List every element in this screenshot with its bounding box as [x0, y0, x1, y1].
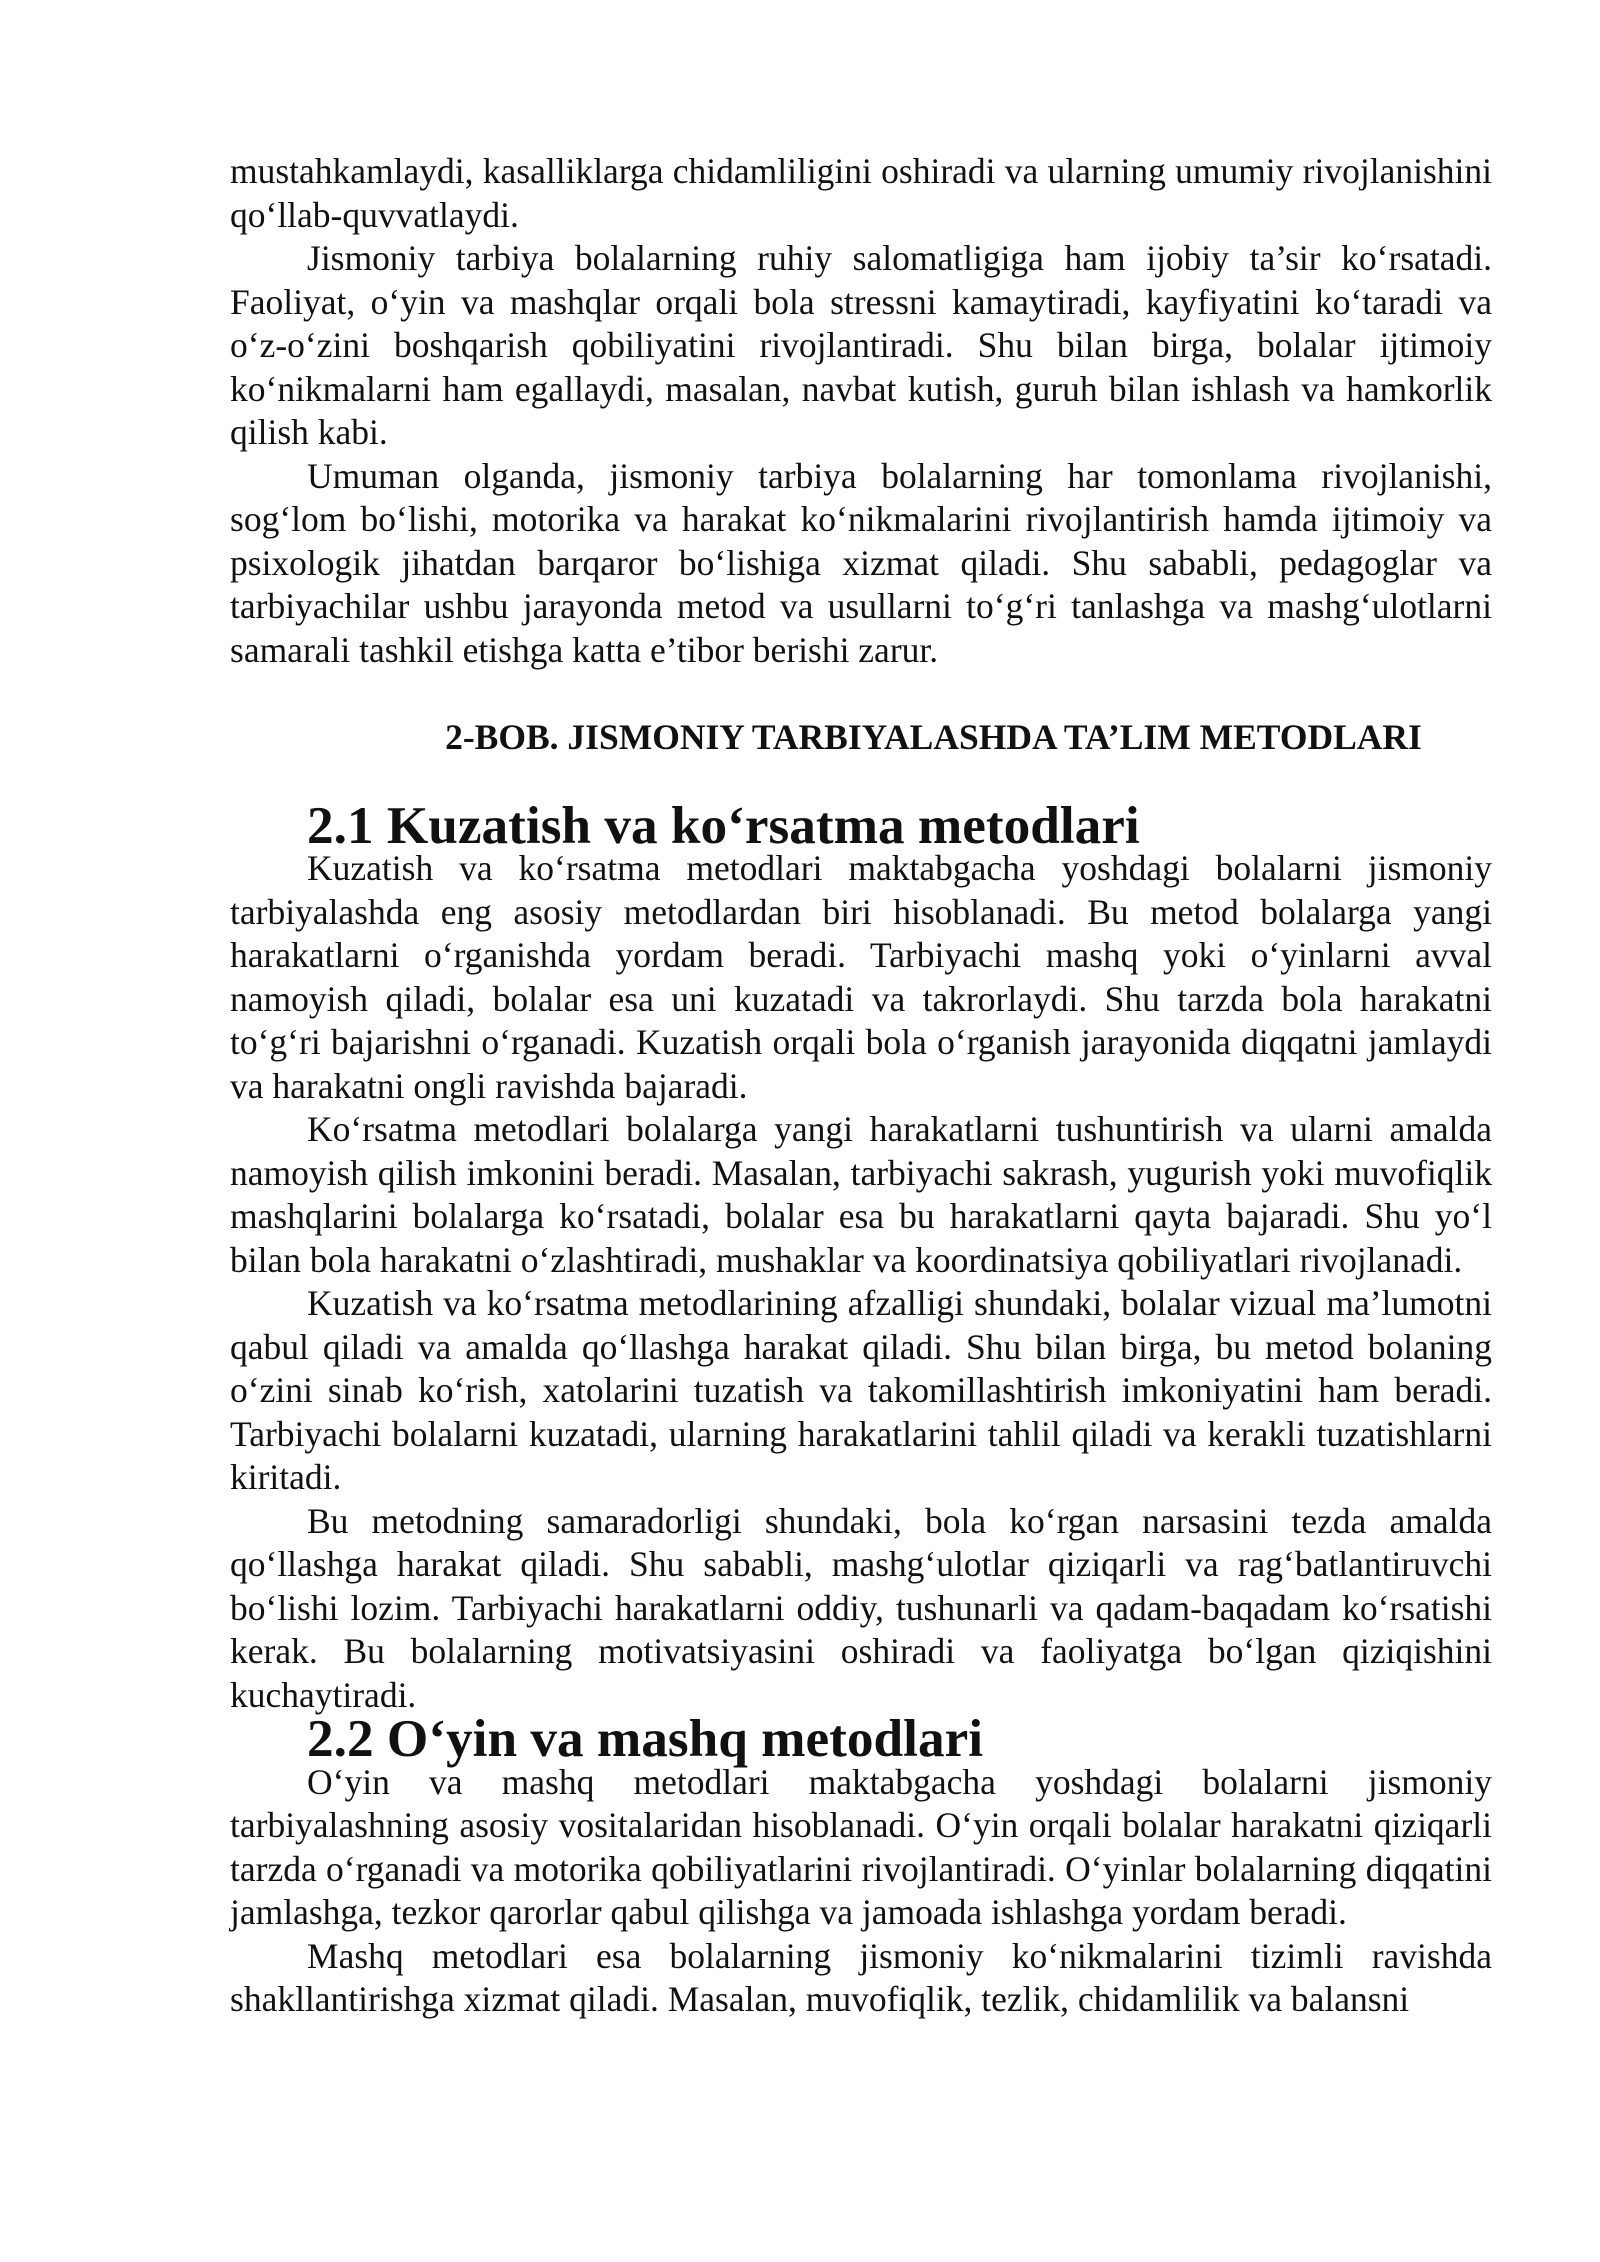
paragraph-2: Jismoniy tarbiya bolalarning ruhiy salomatligiga ham ijobiy ta’sir ko‘rsatadi. Faoliyat, o‘yin va mashqlar orqali bola stressni kamaytiradi, kayfiyatini ko‘taradi va o‘z-o‘zini boshqarish qobiliyatini rivojlantiradi. Shu bilan birga, bolalar ijtimoiy ko‘nikmalarni ham egallaydi, masalan, navbat kutish, guruh bilan ishlash va hamkorlik qilish kabi. — [230, 238, 1492, 452]
paragraph-3: Umuman olganda, jismoniy tarbiya bolalarning har tomonlama rivojlanishi, sog‘lom bo‘lishi, motorika va harakat ko‘nikmalarini rivojlantirish hamda ijtimoiy va psixologik jihatdan barqaror bo‘lishiga xizmat qiladi. Shu sababli, pedagoglar va tarbiyachilar ushbu jarayonda metod va usullarni to‘g‘ri tanlashga va mashg‘ulotlarni samarali tashkil etishga katta e’tibor berishi zarur. — [230, 455, 1492, 670]
paragraph-6: Kuzatish va ko‘rsatma metodlarining afzalligi shundaki, bolalar vizual ma’lumotni qabul qiladi va amalda qo‘llashga harakat qiladi. Shu bilan birga, bu metod bolaning o‘zini sinab ko‘rish, xatolarini tuzatish va takomillashtirish imkoniyatini ham beradi. Tarbiyachi bolalarni kuzatadi, ularning harakatlarini tahlil qiladi va kerakli tuzatishlarni kiritadi. — [230, 1283, 1492, 1497]
document-page — [230, 150, 1492, 2022]
paragraph-9: Mashq metodlari esa bolalarning jismoniy ko‘nikmalarini tizimli ravishda shakllantirishga xizmat qiladi. Masalan, muvofiqlik, tezlik, chidamlilik va balansni — [230, 1935, 1492, 2019]
section-heading-2-1: 2.1 Kuzatish va ko‘rsatma metodlari — [307, 795, 1140, 855]
chapter-heading: 2-BOB. JISMONIY TARBIYALASHDA TA’LIM METODLARI — [445, 717, 1422, 757]
section-heading-2-2: 2.2 O‘yin va mashq metodlari — [307, 1709, 983, 1768]
paragraph-1: mustahkamlaydi, kasalliklarga chidamliligini oshiradi va ularning umumiy rivojlanishini qo‘llab-quvvatlaydi. — [230, 151, 1492, 235]
paragraph-8: O‘yin va mashq metodlari maktabgacha yoshdagi bolalarni jismoniy tarbiyalashning asosiy vositalaridan hisoblanadi. O‘yin orqali bolalar harakatni qiziqarli tarzda o‘rganadi va motorika qobiliyatlarini rivojlantiradi. O‘yinlar bolalarning diqqatini jamlashga, tezkor qarorlar qabul qilishga va jamoada ishlashga yordam beradi. — [230, 1761, 1492, 1932]
paragraph-7: Bu metodning samaradorligi shundaki, bola ko‘rgan narsasini tezda amalda qo‘llashga harakat qiladi. Shu sababli, mashg‘ulotlar qiziqarli va rag‘batlantiruvchi bo‘lishi lozim. Tarbiyachi harakatlarni oddiy, tushunarli va qadam-baqadam ko‘rsatishi kerak. Bu bolalarning motivatsiyasini oshiradi va faoliyatga bo‘lgan qiziqishini kuchaytiradi. — [230, 1500, 1492, 1715]
paragraph-4: Kuzatish va ko‘rsatma metodlari maktabgacha yoshdagi bolalarni jismoniy tarbiyalashda eng asosiy metodlardan biri hisoblanadi. Bu metod bolalarga yangi harakatlarni o‘rganishda yordam beradi. Tarbiyachi mashq yoki o‘yinlarni avval namoyish qiladi, bolalar esa uni kuzatadi va takrorlaydi. Shu tarzda bola harakatni to‘g‘ri bajarishni o‘rganadi. Kuzatish orqali bola o‘rganish jarayonida diqqatni jamlaydi va harakatni ongli ravishda bajaradi. — [230, 848, 1492, 1106]
paragraph-5: Ko‘rsatma metodlari bolalarga yangi harakatlarni tushuntirish va ularni amalda namoyish qilish imkonini beradi. Masalan, tarbiyachi sakrash, yugurish yoki muvofiqlik mashqlarini bolalarga ko‘rsatadi, bolalar esa bu harakatlarni qayta bajaradi. Shu yo‘l bilan bola harakatni o‘zlashtiradi, mushaklar va koordinatsiya qobiliyatlari rivojlanadi. — [230, 1109, 1492, 1280]
